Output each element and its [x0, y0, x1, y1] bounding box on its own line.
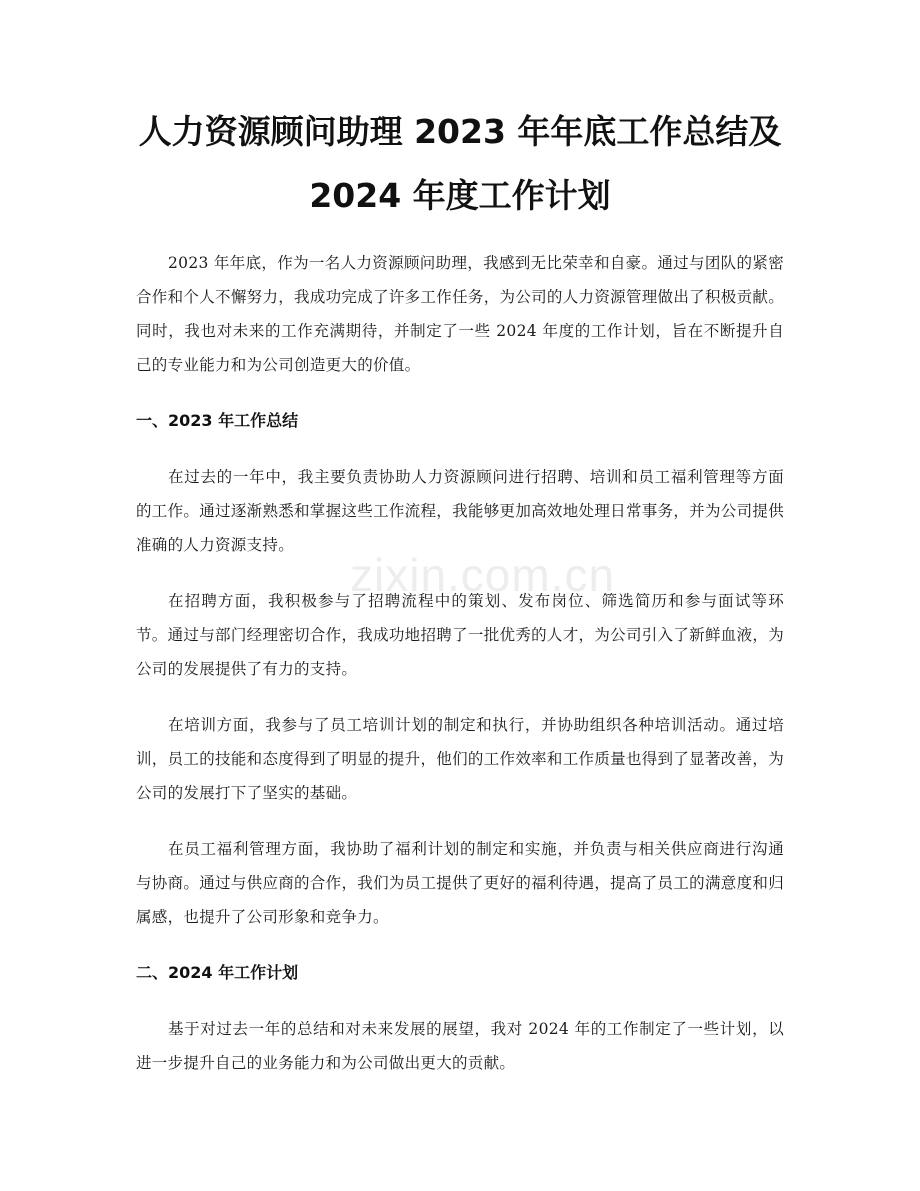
section-heading-summary: 一、2023 年工作总结 [136, 411, 299, 430]
document-body [136, 246, 784, 1102]
summary-paragraph-training: 在培训方面，我参与了员工培训计划的制定和执行，并协助组织各种培训活动。通过培训，员工的技能和态度得到了明显的提升，他们的工作效率和工作质量也得到了显著改善，为公司的发展打下了坚实的基础。 [136, 716, 784, 802]
intro-paragraph: 2023 年年底，作为一名人力资源顾问助理，我感到无比荣幸和自豪。通过与团队的紧密合作和个人不懈努力，我成功完成了许多工作任务，为公司的人力资源管理做出了积极贡献。同时，我也对未来的工作充满期待，并制定了一些 2024 年度的工作计划，旨在不断提升自己的专业能力和为公司创造更大的价值。 [136, 254, 784, 374]
watermark: zixin.com.cn [350, 549, 616, 601]
plan-paragraph-intro: 基于对过去一年的总结和对未来发展的展望，我对 2024 年的工作制定了一些计划，以进一步提升自己的业务能力和为公司做出更大的贡献。 [136, 1020, 784, 1072]
summary-paragraph-benefits: 在员工福利管理方面，我协助了福利计划的制定和实施，并负责与相关供应商进行沟通与协商。通过与供应商的合作，我们为员工提供了更好的福利待遇，提高了员工的满意度和归属感，也提升了公司形象和竞争力。 [136, 840, 784, 926]
section-heading-plan: 二、2024 年工作计划 [136, 963, 299, 982]
summary-paragraph-overview: 在过去的一年中，我主要负责协助人力资源顾问进行招聘、培训和员工福利管理等方面的工作。通过逐渐熟悉和掌握这些工作流程，我能够更加高效地处理日常事务，并为公司提供准确的人力资源支持。 [136, 468, 784, 554]
title-line-2: 2024 年度工作计划 [309, 176, 611, 215]
title-line-1: 人力资源顾问助理 2023 年年底工作总结及 [138, 112, 782, 151]
summary-paragraph-recruitment: 在招聘方面，我积极参与了招聘流程中的策划、发布岗位、筛选简历和参与面试等环节。通过与部门经理密切合作，我成功地招聘了一批优秀的人才，为公司引入了新鲜血液，为公司的发展提供了有力的支持。 [136, 592, 784, 678]
document-title [80, 100, 840, 228]
